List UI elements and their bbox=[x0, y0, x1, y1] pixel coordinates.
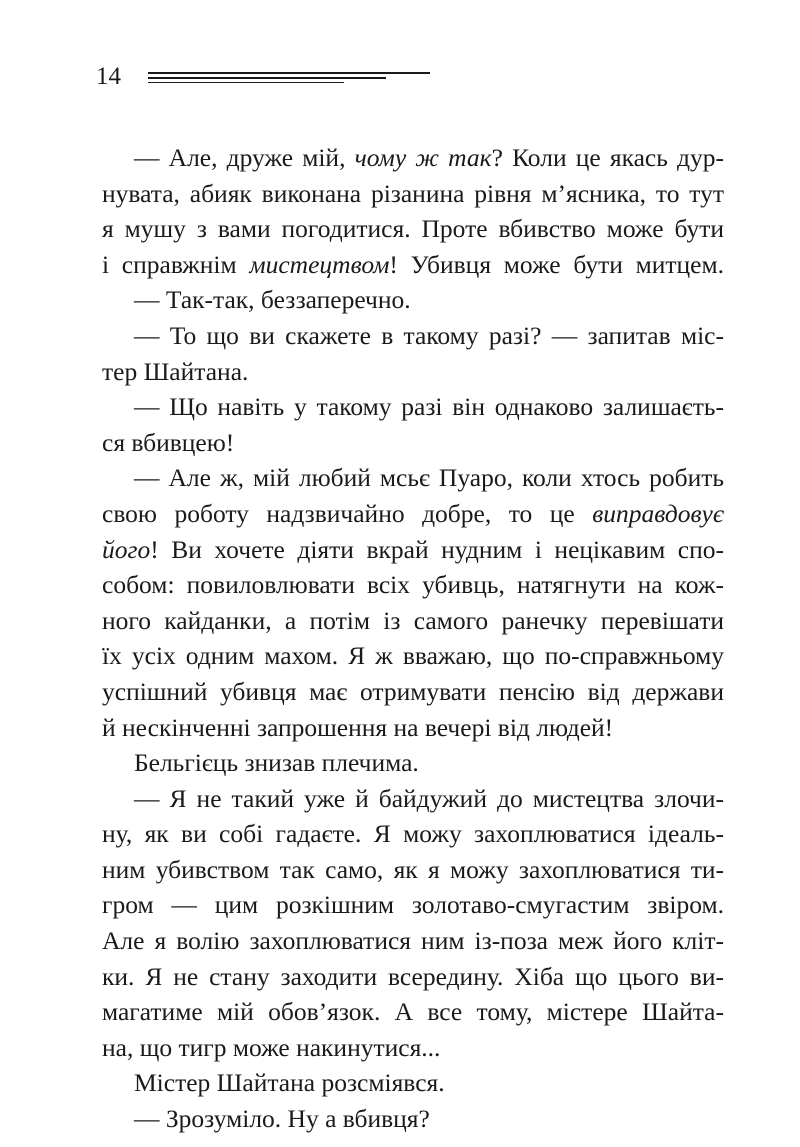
text-line bbox=[102, 247, 724, 283]
text-line bbox=[102, 923, 724, 959]
text-segment: тер Шайтана. bbox=[102, 356, 249, 386]
text-line bbox=[102, 710, 724, 746]
text-segment: успішний убивця має отримувати пенсію від держави bbox=[102, 676, 724, 706]
italic-text: виправдовує bbox=[592, 498, 724, 528]
text-segment: на, що тигр може накинутися... bbox=[102, 1032, 441, 1062]
text-line bbox=[102, 674, 724, 710]
text-line bbox=[102, 318, 724, 354]
text-segment: — Але ж, мій любий мсьє Пуаро, коли хтось робить bbox=[134, 463, 724, 493]
text-line bbox=[102, 603, 724, 639]
text-line bbox=[102, 425, 724, 461]
page-number: 14 bbox=[96, 63, 121, 90]
text-segment: Бельгієць знизав плечима. bbox=[134, 748, 419, 778]
text-line bbox=[102, 852, 724, 888]
text-segment: собом: повиловлювати всіх убивць, натягнути на кож- bbox=[102, 570, 724, 600]
text-line bbox=[102, 532, 724, 568]
text-segment: ? Коли це якась дур- bbox=[491, 143, 724, 172]
text-segment: Містер Шайтана розсміявся. bbox=[134, 1068, 445, 1098]
text-segment: — Що навіть у такому разі він однаково залишаєть- bbox=[134, 392, 724, 422]
text-line bbox=[102, 176, 724, 212]
rule-line-2 bbox=[148, 77, 386, 79]
text-line bbox=[102, 282, 724, 318]
header-rule bbox=[148, 72, 430, 84]
text-line bbox=[102, 1065, 724, 1101]
text-line bbox=[102, 1030, 724, 1066]
text-line bbox=[102, 460, 724, 496]
text-segment: — Зрозуміло. Ну а вбивця? bbox=[134, 1104, 430, 1134]
text-segment: нувата, абияк виконана різанина рівня м’ясника, то тут bbox=[102, 178, 724, 208]
text-segment: ним убивством так само, як я можу захоплюватися ти- bbox=[102, 854, 724, 884]
text-segment: свою роботу надзвичайно добре, то це bbox=[102, 498, 593, 528]
text-line bbox=[102, 994, 724, 1030]
text-segment: магатиме мій обов’язок. А все тому, містере Шайта- bbox=[102, 997, 724, 1027]
text-line bbox=[102, 781, 724, 817]
rule-line-1 bbox=[148, 72, 430, 74]
text-segment: гром — цим розкішним золотаво-смугастим звіром. bbox=[102, 890, 724, 920]
text-line bbox=[102, 959, 724, 995]
text-segment: і справжнім bbox=[102, 249, 250, 279]
text-segment: ! Ви хочете діяти вкрай нудним і нецікавим спо- bbox=[150, 534, 724, 564]
rule-line-3 bbox=[148, 82, 344, 83]
text-segment: — Я не такий уже й байдужий до мистецтва злочи- bbox=[134, 783, 724, 813]
italic-text: чому ж так bbox=[354, 143, 492, 172]
text-line bbox=[102, 638, 724, 674]
italic-text: мистецтвом bbox=[249, 249, 390, 279]
text-segment: ся вбивцею! bbox=[102, 427, 235, 457]
text-segment: ну, як ви собі гадаєте. Я можу захоплюватися ідеаль- bbox=[102, 819, 724, 849]
text-line bbox=[102, 496, 724, 532]
text-segment: — Але, друже мій, bbox=[134, 143, 355, 172]
text-line bbox=[102, 140, 724, 176]
text-line bbox=[102, 211, 724, 247]
text-segment: — То що ви скажете в такому разі? — запитав міс- bbox=[134, 320, 724, 350]
text-segment: я мушу з вами погодитися. Проте вбивство може бути bbox=[102, 214, 724, 244]
text-segment: й нескінченні запрошення на вечері від людей! bbox=[102, 712, 614, 742]
italic-text: його bbox=[102, 534, 151, 564]
text-segment: ного кайданки, а потім із самого ранечку перевішати bbox=[102, 605, 724, 635]
text-line bbox=[102, 816, 724, 852]
body-text bbox=[102, 140, 724, 1137]
page-header bbox=[96, 62, 436, 92]
text-segment: ки. Я не стану заходити всередину. Хіба що цього ви- bbox=[102, 961, 724, 991]
text-line bbox=[102, 1101, 724, 1137]
text-segment: їх усіх одним махом. Я ж вважаю, що по-справжньому bbox=[102, 641, 724, 671]
text-segment: — Так-так, беззаперечно. bbox=[134, 285, 411, 315]
text-line bbox=[102, 389, 724, 425]
text-line bbox=[102, 745, 724, 781]
text-segment: ! Убивця може бути митцем. bbox=[389, 249, 724, 279]
text-line bbox=[102, 567, 724, 603]
text-line bbox=[102, 354, 724, 390]
text-line bbox=[102, 887, 724, 923]
text-segment: Але я волію захоплюватися ним із-поза меж його кліт- bbox=[102, 926, 724, 956]
